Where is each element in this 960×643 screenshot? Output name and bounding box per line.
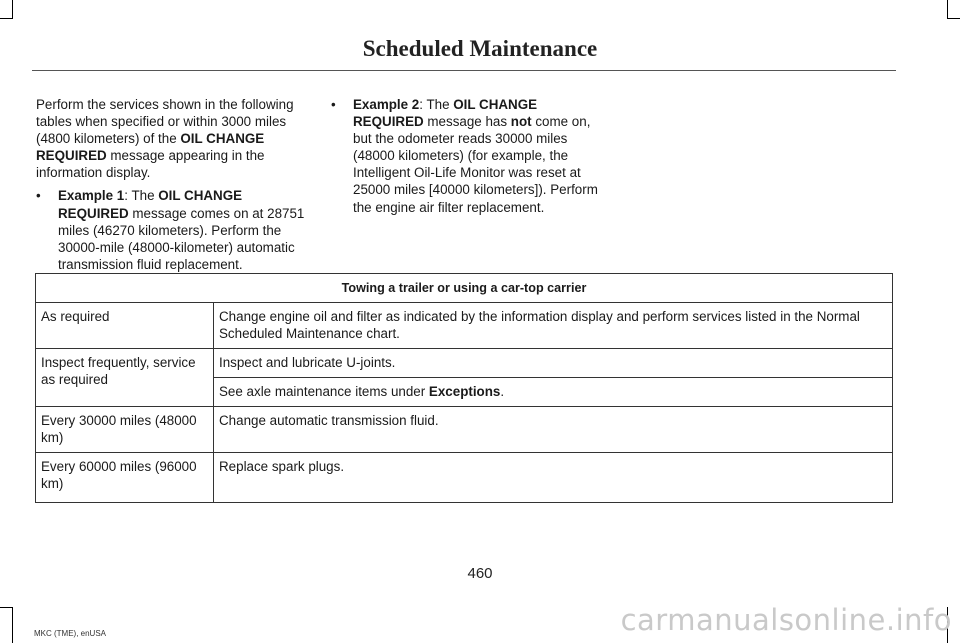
table-row — [36, 303, 893, 349]
table-row — [36, 407, 893, 453]
example-1-sep: : The — [124, 188, 159, 204]
crop-mark-top-right-horizontal — [947, 18, 960, 19]
interval-cell: Inspect frequently, service as required — [36, 349, 214, 407]
service-text: See axle maintenance items under — [219, 384, 429, 399]
service-cell: Inspect and lubricate U-joints. — [214, 349, 893, 378]
example-2-text: come on, but the odometer reads 30000 miles (48000 kilometers) (for example, the Intelligent Oil-Life Monitor was reset at 25000 miles [40000 kilometers]). Perform the engine air filter replacement. — [353, 114, 598, 215]
document-id: MKC (TME), enUSA — [34, 629, 107, 638]
service-cell: Change engine oil and filter as indicated by the information display and perform services listed in the Normal Scheduled Maintenance chart. — [214, 303, 893, 349]
bullet-icon: • — [331, 97, 336, 112]
service-cell — [214, 378, 893, 407]
watermark: carmanualsonline.info — [620, 603, 952, 637]
example-1-text: message comes on at 28751 miles (46270 kilometers). Perform the 30000-mile (48000-kilometer) automatic transmission fluid replacement. — [58, 205, 305, 272]
interval-cell: Every 30000 miles (48000 km) — [36, 407, 214, 453]
interval-cell: As required — [36, 303, 214, 349]
intro-oil-change-label: OIL CHANGE REQUIRED — [36, 131, 265, 164]
header-divider — [32, 70, 896, 71]
table-header-row — [36, 274, 893, 303]
crop-mark-bottom-left-vertical — [12, 607, 13, 643]
bullet-icon: • — [36, 188, 41, 204]
example-2-label: Example 2 — [353, 97, 420, 112]
page-number: 460 — [467, 565, 493, 582]
example-1-item — [36, 187, 310, 272]
service-cell: Change automatic transmission fluid. — [214, 407, 893, 453]
towing-maintenance-table — [35, 273, 893, 503]
table-row — [36, 453, 893, 503]
crop-mark-top-left-vertical — [12, 0, 13, 18]
example-2-not: not — [510, 114, 532, 130]
intro-text: Perform the services shown in the following tables when specified or within 3000 miles (4800 kilometers) of the — [36, 97, 294, 147]
intro-paragraph — [36, 96, 310, 181]
example-2-item — [331, 96, 607, 216]
table-row — [36, 349, 893, 378]
page-title: Scheduled Maintenance — [362, 36, 598, 61]
right-column — [331, 96, 607, 222]
example-2-sep: : The — [419, 97, 454, 112]
example-1-oil-change-label: OIL CHANGE REQUIRED — [58, 188, 243, 221]
crop-mark-bottom-left-horizontal — [0, 607, 13, 608]
crop-mark-top-right-vertical — [947, 0, 948, 18]
interval-cell: Every 60000 miles (96000 km) — [36, 453, 214, 503]
table-title: Towing a trailer or using a car-top carrier — [36, 274, 893, 303]
crop-mark-top-left-horizontal — [0, 18, 13, 19]
example-2-oil-change-label: OIL CHANGE REQUIRED — [353, 97, 538, 130]
service-cell: Replace spark plugs. — [214, 453, 893, 503]
example-2-mid: message has — [423, 114, 511, 130]
left-column — [36, 96, 310, 279]
example-1-label: Example 1 — [58, 188, 125, 204]
service-text-end: . — [500, 384, 505, 399]
exceptions-reference: Exceptions — [428, 384, 501, 399]
intro-text-end: message appearing in the information display. — [36, 148, 265, 181]
